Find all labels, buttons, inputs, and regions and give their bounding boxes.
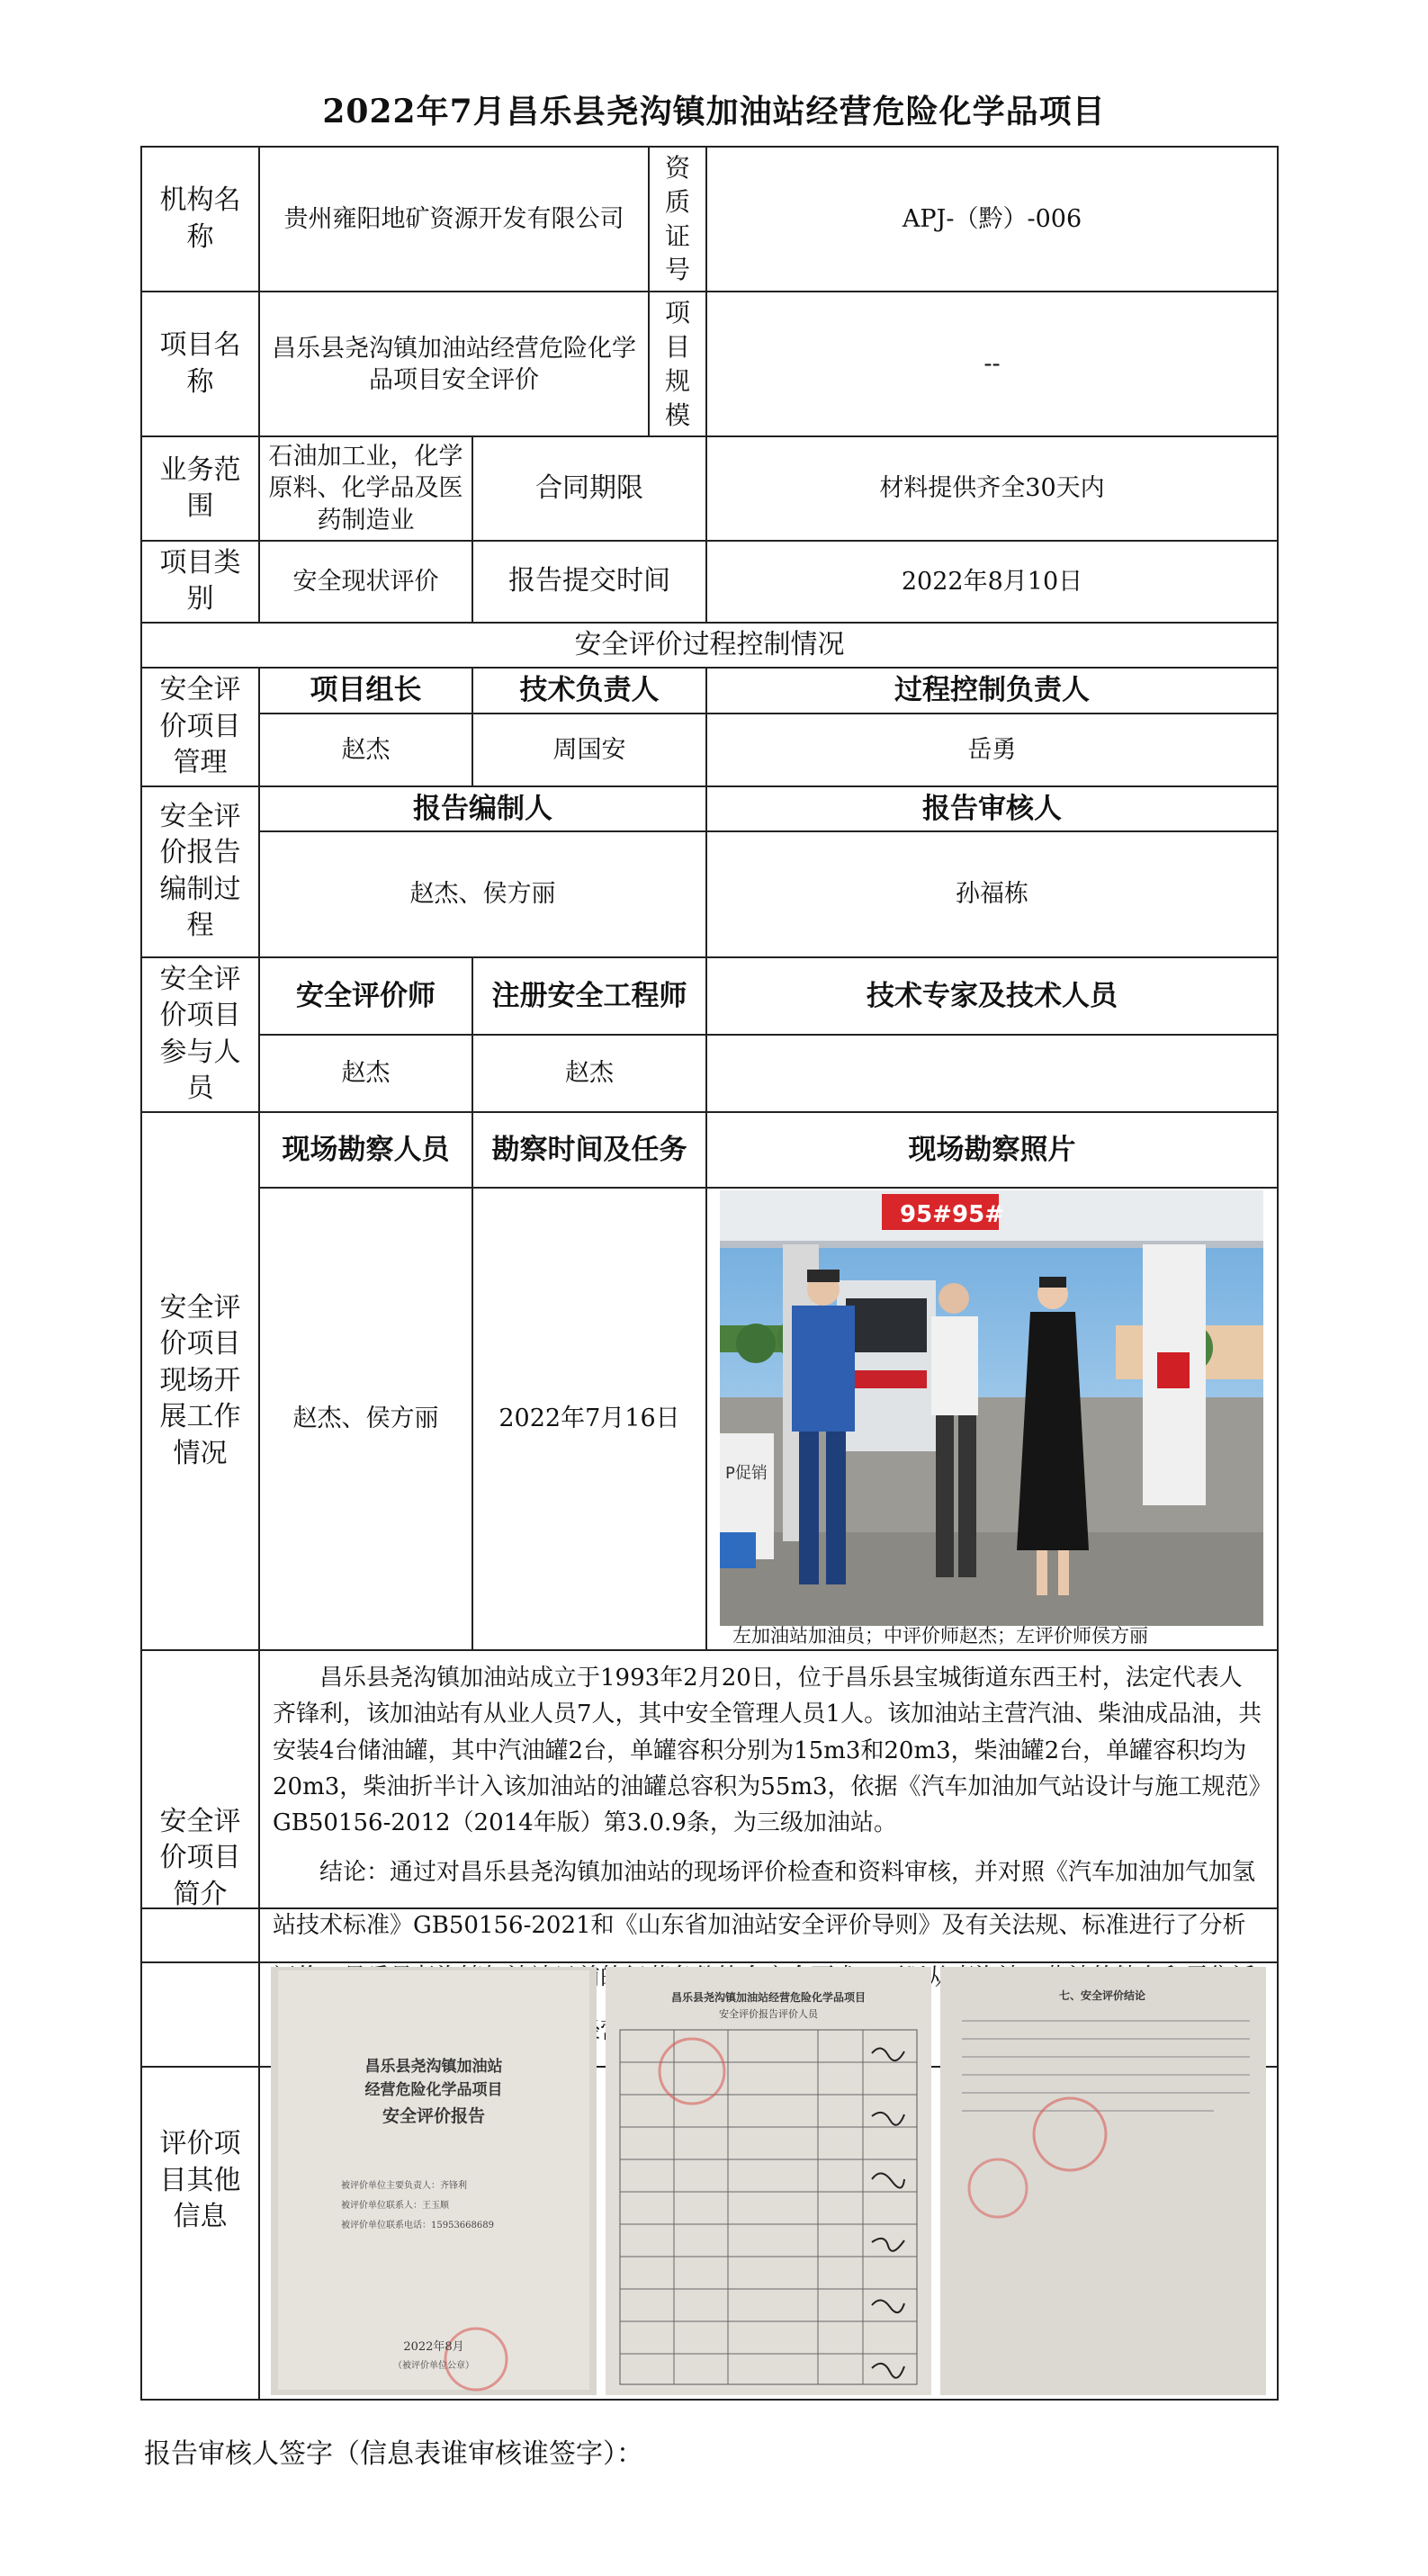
engineer-value: 赵杰: [472, 1035, 706, 1112]
svg-text:被评价单位联系电话：15953668689: 被评价单位联系电话：15953668689: [341, 2221, 494, 2230]
svg-text:2022年8月: 2022年8月: [403, 2340, 464, 2354]
document-scans: [259, 1962, 1278, 2400]
tech-value: 周国安: [472, 714, 706, 786]
evaluator-signature-scan: [606, 1967, 931, 2395]
project-value: 昌乐县尧沟镇加油站经营危险化学品项目安全评价: [259, 292, 649, 436]
summary-paragraph-1: 昌乐县尧沟镇加油站成立于1993年2月20日，位于昌乐县宝城街道东西王村，法定代表人齐锋利，该加油站有从业人员7人，其中安全管理人员1人。该加油站主营汽油、柴油成品油，共安装4台储油罐，其中汽油罐2台，单罐容积分别为15m3和20m3，柴油罐2台，单罐容积均为20m3，柴油折半计入该加油站的油罐总容积为55m3，依据《汽车加油加气站设计与施工规范》GB50156-2012（2014年版）第3.0.9条，为三级加油站。: [273, 1664, 1262, 1837]
experts-header: 技术专家及技术人员: [706, 957, 1278, 1035]
term-label: 合同期限: [472, 436, 706, 540]
site-photo-cell: [706, 1188, 1278, 1650]
type-label: 项目类别: [141, 541, 259, 623]
page-title: 2022年7月昌乐县尧沟镇加油站经营危险化学品项目: [322, 93, 1106, 130]
site-people-value: 赵杰、侯方丽: [259, 1188, 472, 1650]
submit-value: 2022年8月10日: [706, 541, 1278, 623]
org-label: 机构名称: [141, 147, 259, 292]
report-label: 安全评价报告编制过程: [141, 786, 259, 957]
control-value: 岳勇: [706, 714, 1278, 786]
summary-paragraph-2: 结论：通过对昌乐县尧沟镇加油站的现场评价检查和资料审核，并对照《汽车加油加气加氢站技术标准》GB50156-2021和《山东省加油站安全评价导则》及有关法规、标准进行了分析 从: [273, 1859, 1256, 1992]
term-value: 材料提供齐全30天内: [706, 436, 1278, 540]
info-table: [140, 146, 1279, 2068]
type-value: 安全现状评价: [259, 541, 472, 623]
site-people-header: 现场勘察人员: [259, 1112, 472, 1188]
evaluator-value: 赵杰: [259, 1035, 472, 1112]
site-label: 安全评价项目现场开展工作情况: [141, 1112, 259, 1650]
blank-cell-left: [141, 1908, 259, 1962]
org-value: 贵州雍阳地矿资源开发有限公司: [259, 147, 649, 292]
reviewer-value: 孙福栋: [706, 831, 1278, 957]
participants-label: 安全评价项目参与人员: [141, 957, 259, 1112]
reviewer-header: 报告审核人: [706, 786, 1278, 831]
svg-text:（被评价单位公章）: （被评价单位公章）: [393, 2361, 474, 2371]
svg-text:经营危险化学品项目: 经营危险化学品项目: [364, 2081, 503, 2099]
control-header: 过程控制负责人: [706, 668, 1278, 714]
cert-label: 资质证号: [649, 147, 706, 292]
site-time-value: 2022年7月16日: [472, 1188, 706, 1650]
management-label: 安全评价项目管理: [141, 668, 259, 786]
cert-value: APJ-（黔）-006: [706, 147, 1278, 292]
engineer-header: 注册安全工程师: [472, 957, 706, 1035]
leader-header: 项目组长: [259, 668, 472, 714]
other-label: 评价项目其他信息: [141, 1962, 259, 2400]
process-header: 安全评价过程控制情况: [141, 623, 1278, 669]
conclusion-page-scan: [940, 1967, 1266, 2395]
svg-text:被评价单位联系人：王玉顺: 被评价单位联系人：王玉顺: [341, 2201, 449, 2211]
summary-label: 安全评价项目简介: [141, 1650, 259, 2067]
svg-text:安全评价报告: 安全评价报告: [382, 2106, 486, 2126]
reviewer-signature-note: 报告审核人签字（信息表谁审核谁签字）：: [144, 2438, 643, 2470]
evaluator-header: 安全评价师: [259, 957, 472, 1035]
experts-value: [706, 1035, 1278, 1112]
blank-cell-right: [259, 1908, 1278, 1962]
project-label: 项目名称: [141, 292, 259, 436]
svg-text:昌乐县尧沟镇加油站经营危险化学品项目: 昌乐县尧沟镇加油站经营危险化学品项目: [670, 1991, 867, 2004]
scale-value: --: [706, 292, 1278, 436]
scope-value: 石油加工业，化学原料、化学品及医药制造业: [259, 436, 472, 540]
promo-sign: P促销: [725, 1463, 768, 1483]
scale-label: 项目规模: [649, 292, 706, 436]
author-value: 赵杰、侯方丽: [259, 831, 706, 957]
svg-text:七、安全评价结论: 七、安全评价结论: [1058, 1989, 1146, 2002]
other-info-table: [140, 1907, 1279, 2401]
report-cover-scan: [271, 1967, 597, 2395]
site-photo-header: 现场勘察照片: [706, 1112, 1278, 1188]
price-sign: 95#: [900, 1200, 952, 1228]
author-header: 报告编制人: [259, 786, 706, 831]
site-photo: [720, 1190, 1263, 1626]
svg-text:安全评价报告评价人员: 安全评价报告评价人员: [719, 2008, 818, 2020]
svg-text:被评价单位主要负责人：齐锋利: 被评价单位主要负责人：齐锋利: [341, 2181, 467, 2191]
svg-text:95#: 95#: [952, 1200, 1004, 1228]
photo-caption: 左加油站加油员；中评价师赵杰；左评价师侯方丽: [732, 1624, 1148, 1647]
leader-value: 赵杰: [259, 714, 472, 786]
submit-label: 报告提交时间: [472, 541, 706, 623]
scope-label: 业务范围: [141, 436, 259, 540]
tech-header: 技术负责人: [472, 668, 706, 714]
site-time-header: 勘察时间及任务: [472, 1112, 706, 1188]
svg-text:昌乐县尧沟镇加油站: 昌乐县尧沟镇加油站: [364, 2058, 503, 2076]
document-scans-image: [260, 1963, 1277, 2399]
